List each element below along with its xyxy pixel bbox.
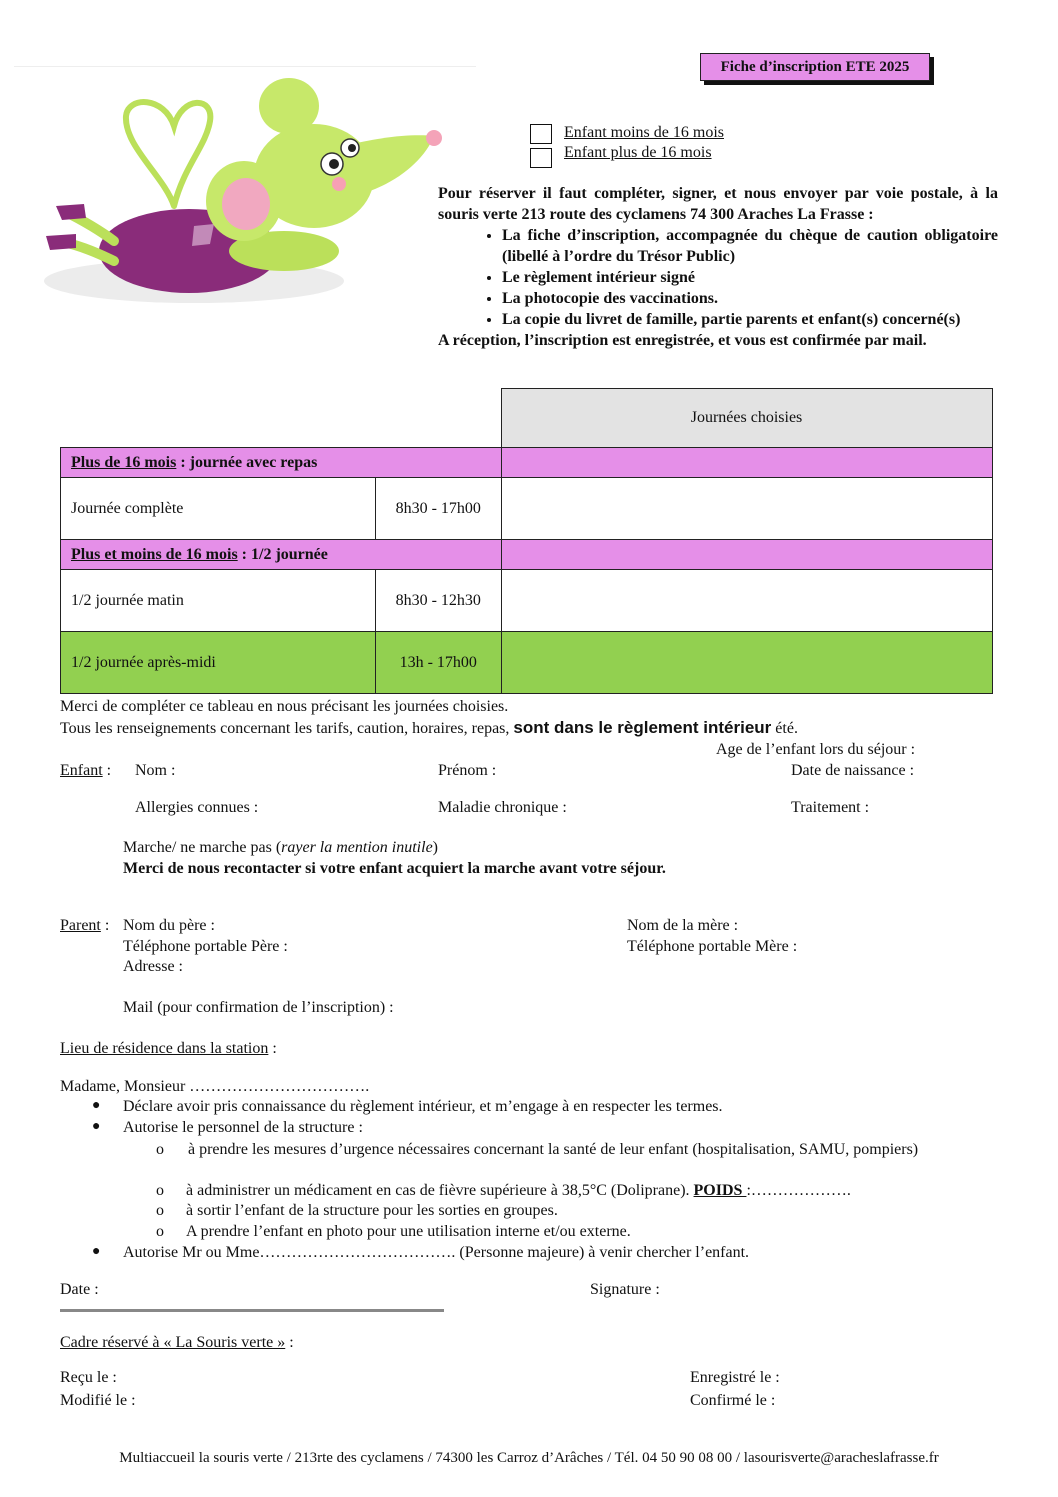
child-age-label: Age de l’enfant lors du séjour : (716, 741, 916, 758)
circle-bullet-icon: o (156, 1223, 164, 1240)
bullet-icon: ● (92, 1244, 101, 1259)
table-header-chosen-days: Journées choisies (501, 389, 992, 448)
table-row (61, 632, 993, 694)
row-time: 8h30 - 12h30 (376, 570, 502, 632)
email-field[interactable]: Mail (pour confirmation de l’inscription) : (123, 999, 394, 1016)
mouse-illustration (14, 66, 476, 310)
authorization-sub-item: à administrer un médicament en cas de fièvre supérieure à 38,5°C (Doliprane). POIDS :………………. (186, 1182, 851, 1199)
address-field[interactable]: Adresse : (123, 958, 183, 975)
residence-field[interactable]: Lieu de résidence dans la station : (60, 1040, 277, 1057)
intro-text: Pour réserver il faut compléter, signer, et nous envoyer par voie postale, à la souris verte 213 route des cyclamens 74 300 Araches La Frasse : (438, 185, 998, 223)
row-label: Journée complète (61, 478, 376, 540)
father-name-field[interactable]: Nom du père : (123, 917, 215, 934)
authorization-item: Autorise Mr ou Mme………………………………. (Personne majeure) à venir chercher l’enfant. (123, 1244, 750, 1261)
father-phone-field[interactable]: Téléphone portable Père : (123, 938, 288, 955)
checkbox-over-16-months[interactable] (530, 148, 552, 168)
allergies-field[interactable]: Allergies connues : (135, 799, 259, 816)
row-input-cell[interactable] (501, 570, 992, 632)
walking-note: Merci de nous recontacter si votre enfant acquiert la marche avant votre séjour. (123, 860, 666, 877)
treatment-field[interactable]: Traitement : (791, 799, 870, 816)
row-time: 8h30 - 17h00 (376, 478, 502, 540)
authorization-intro: Madame, Monsieur ……………………………. (60, 1078, 370, 1095)
note-line-1: Merci de compléter ce tableau en nous précisant les journées choisies. (60, 698, 509, 715)
list-item: • Le règlement intérieur signé (502, 267, 998, 288)
mother-phone-field[interactable]: Téléphone portable Mère : (627, 938, 798, 955)
intro-closing: A réception, l’inscription est enregistrée, et vous est confirmée par mail. (438, 332, 927, 349)
authorization-item: Déclare avoir pris connaissance du règlement intérieur, et m’engage à en respecter les termes. (123, 1098, 723, 1115)
child-last-name-field[interactable]: Nom : (135, 762, 176, 779)
authorization-sub-item: à sortir l’enfant de la structure pour les sorties en groupes. (186, 1202, 558, 1219)
footer-contact: Multiaccueil la souris verte / 213rte des cyclamens / 74300 les Carroz d’Arâches / Tél. 04 50 90 08 00 / lasourisverte@aracheslafrasse.fr (119, 1450, 939, 1466)
days-table (60, 388, 993, 694)
received-date-field: Reçu le : (60, 1369, 117, 1386)
chronic-illness-field[interactable]: Maladie chronique : (438, 799, 567, 816)
checkbox-label-under-16: Enfant moins de 16 mois (564, 124, 724, 141)
section-label-half-day: Plus et moins de 16 mois : 1/2 journée (61, 540, 502, 570)
reserved-section-title: Cadre réservé à « La Souris verte » : (60, 1334, 294, 1351)
checkbox-under-16-months[interactable] (530, 124, 552, 144)
checkbox-label-over-16: Enfant plus de 16 mois (564, 144, 712, 161)
list-item: • La fiche d’inscription, accompagnée du chèque de caution obligatoire (libellé à l’ordre du Trésor Public) (502, 225, 998, 267)
bullet-icon: ● (92, 1098, 101, 1113)
registered-date-field: Enregistré le : (690, 1369, 780, 1386)
row-time: 13h - 17h00 (376, 632, 502, 694)
list-item: • La photocopie des vaccinations. (502, 288, 998, 309)
note-line-2: Tous les renseignements concernant les tarifs, caution, horaires, repas, sont dans le règlement intérieur été. (60, 718, 798, 737)
child-section-label: Enfant : (60, 762, 112, 779)
mother-name-field[interactable]: Nom de la mère : (627, 917, 739, 934)
table-section-row (61, 448, 993, 478)
intro-block (438, 183, 998, 351)
child-birthdate-field[interactable]: Date de naissance : (791, 762, 915, 779)
circle-bullet-icon: o (156, 1141, 164, 1158)
section-label-over-16: Plus de 16 mois : journée avec repas (61, 448, 502, 478)
modified-date-field: Modifié le : (60, 1392, 136, 1409)
circle-bullet-icon: o (156, 1202, 164, 1219)
row-label: 1/2 journée après-midi (61, 632, 376, 694)
authorization-sub-item: A prendre l’enfant en photo pour une utilisation interne et/ou externe. (186, 1223, 631, 1240)
authorization-sub-item: à prendre les mesures d’urgence nécessaires concernant la santé de leur enfant (hospitalisation, SAMU, pompiers) (188, 1141, 919, 1158)
date-field[interactable]: Date : (60, 1281, 99, 1298)
table-row (61, 570, 993, 632)
required-documents-list (438, 225, 998, 330)
authorization-item: Autorise le personnel de la structure : (123, 1119, 363, 1136)
row-input-cell[interactable] (501, 632, 992, 694)
separator-line (60, 1309, 444, 1312)
confirmed-date-field: Confirmé le : (690, 1392, 776, 1409)
bullet-icon: ● (92, 1119, 101, 1134)
table-row (61, 478, 993, 540)
form-title: Fiche d’inscription ETE 2025 (700, 53, 930, 81)
row-input-cell[interactable] (501, 478, 992, 540)
circle-bullet-icon: o (156, 1182, 164, 1199)
signature-field[interactable]: Signature : (590, 1281, 660, 1298)
mouse-logo-icon (14, 66, 476, 310)
parent-section-label: Parent : (60, 917, 110, 934)
walking-status[interactable]: Marche/ ne marche pas (rayer la mention inutile) (123, 839, 438, 856)
table-section-row (61, 540, 993, 570)
list-item: • La copie du livret de famille, partie parents et enfant(s) concerné(s) (502, 309, 998, 330)
child-first-name-field[interactable]: Prénom : (438, 762, 497, 779)
row-label: 1/2 journée matin (61, 570, 376, 632)
